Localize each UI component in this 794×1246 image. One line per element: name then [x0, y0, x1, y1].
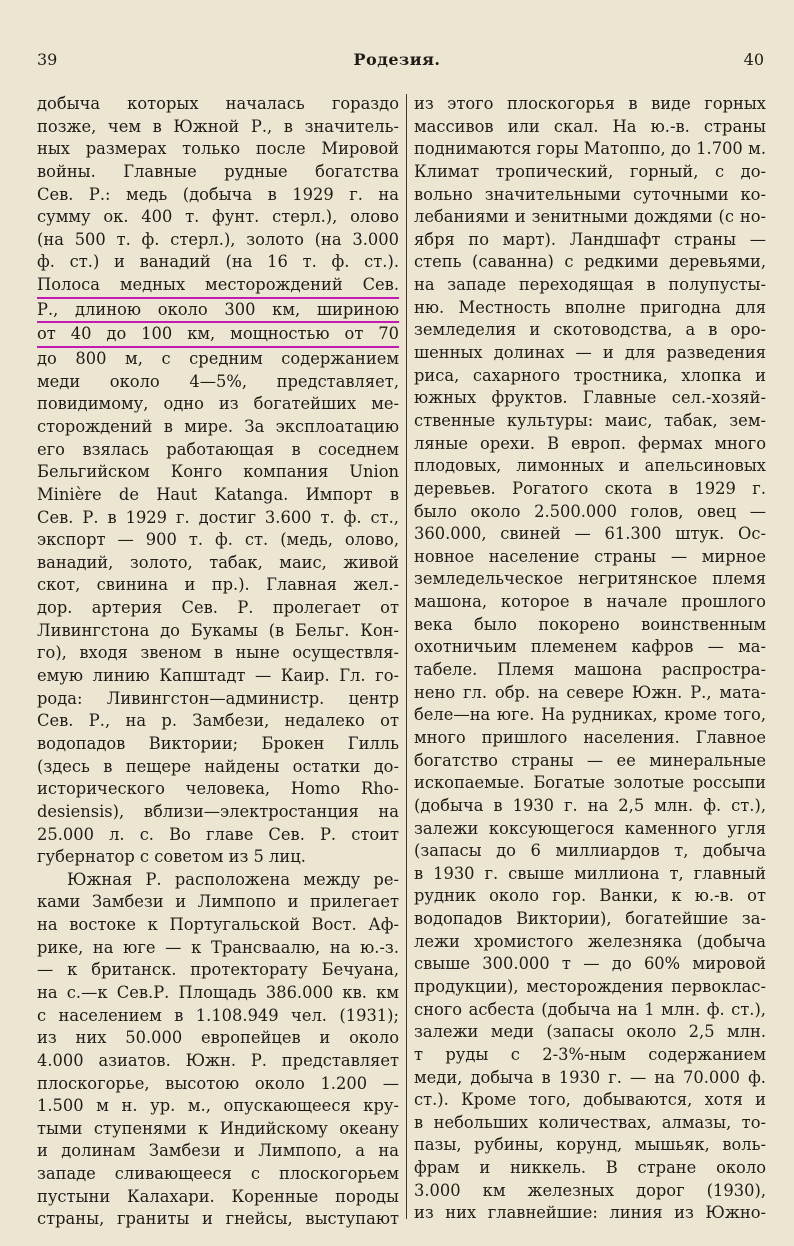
text-line: нено гл. обр. на севере Южн. Р., мата-: [414, 682, 766, 702]
text-line: ст.). Кроме того, добываются, хотя и: [414, 1090, 766, 1110]
text-line: с населением в 1.108.949 чел. (1931);: [37, 1005, 399, 1025]
text-line: водопадов Виктории), богатейшие за-: [414, 909, 766, 929]
text-line: ками Замбези и Лимпопо и прилегает: [37, 892, 399, 912]
text-line: desiensis), вблизи—электростанция на: [37, 801, 399, 821]
highlighted-line: от 40 до 100 км, мощностью от 70: [37, 323, 399, 348]
text-line: водопадов Виктории; Брокен Гилль: [37, 733, 399, 753]
text-line: табеле. Племя машона распростра-: [414, 660, 766, 680]
text-line: го), входя звеном в ныне осуществля-: [37, 643, 399, 663]
text-line: из них 50.000 европейцев и около: [37, 1028, 399, 1048]
text-line: ископаемые. Богатые золотые россыпи: [414, 773, 766, 793]
text-line: залежи коксующегося каменного угля: [414, 818, 766, 838]
text-line: плодовых, лимонных и апельсиновых: [414, 456, 766, 476]
text-line: 3.000 км железных дорог (1930),: [414, 1180, 766, 1200]
text-line: Климат тропический, горный, с до-: [414, 161, 766, 181]
text-line: массивов или скал. На ю.-в. страны: [414, 116, 766, 136]
text-line: губернатор с советом из 5 лиц.: [37, 847, 306, 867]
text-line: ных размерах только после Мировой: [37, 139, 399, 159]
text-line: рудник около гор. Ванки, к ю.-в. от: [414, 886, 766, 906]
text-line: лежи хромистого железняка (добыча: [414, 931, 766, 951]
text-line: было около 2.500.000 голов, овец —: [414, 501, 766, 521]
running-title: Родезия.: [353, 50, 441, 69]
text-line: пазы, рубины, корунд, мышьяк, воль-: [414, 1135, 766, 1155]
text-line: рода: Ливингстон—администр. центр: [37, 688, 399, 708]
text-line: новное население страны — мирное: [414, 546, 766, 566]
text-line: земледелия и скотоводства, а в оро-: [414, 320, 766, 340]
text-line: ственные культуры: маис, табак, зем-: [414, 410, 766, 430]
text-line: века было покорено воинственным: [414, 614, 766, 634]
text-line: повидимому, одно из богатейших ме-: [37, 394, 399, 414]
text-line: беле—на юге. На рудниках, кроме того,: [414, 705, 766, 725]
text-line: позже, чем в Южной Р., в значитель-: [37, 116, 399, 136]
column-divider: [406, 94, 407, 1219]
text-line: Сев. Р. в 1929 г. достиг 3.600 т. ф. ст.,: [37, 507, 399, 527]
highlighted-line: Полоса медных месторождений Сев.: [37, 274, 399, 299]
text-line: Сев. Р.: медь (добыча в 1929 г. на: [37, 184, 399, 204]
text-line: 4.000 азиатов. Южн. Р. представляет: [37, 1050, 399, 1070]
text-line: южных фруктов. Главные сел.-хозяй-: [414, 388, 766, 408]
text-line: ф. ст.) и ванадий (на 16 т. ф. ст.).: [37, 252, 399, 272]
text-line: на востоке к Португальской Вост. Аф-: [37, 915, 399, 935]
text-line: (здесь в пещере найдены остатки до-: [37, 756, 399, 776]
text-line: (на 500 т. ф. стерл.), золото (на 3.000: [37, 229, 399, 249]
text-line: меди, добыча в 1930 г. — на 70.000 ф.: [414, 1067, 766, 1087]
text-line: в небольших количествах, алмазы, то-: [414, 1112, 766, 1132]
text-line: емую линию Капштадт — Каир. Гл. го-: [37, 666, 399, 686]
text-line: Ливингстона до Букамы (в Бельг. Кон-: [37, 620, 399, 640]
text-line: плоскогорье, высотою около 1.200 —: [37, 1073, 399, 1093]
text-line: много пришлого населения. Главное: [414, 727, 766, 747]
text-line: Minière de Haut Katanga. Импорт в: [37, 484, 399, 504]
text-line: страны, граниты и гнейсы, выступают: [37, 1209, 399, 1229]
text-line: 1.500 м н. ур. м., опускающееся кру-: [37, 1096, 399, 1116]
text-line: ляные орехи. В европ. фермах много: [414, 433, 766, 453]
text-line: сумму ок. 400 т. фунт. стерл.), олово: [37, 207, 399, 227]
text-line: из них главнейшие: линия из Южно-: [414, 1203, 766, 1223]
text-line: его взялась работающая в соседнем: [37, 439, 399, 459]
page-number-right: 40: [743, 50, 764, 69]
text-line: на с.—к Сев.Р. Площадь 386.000 кв. км: [37, 982, 399, 1002]
text-line: рике, на юге — к Трансваалю, на ю.-з.: [37, 937, 399, 957]
text-line: скот, свинина и пр.). Главная жел.-: [37, 575, 399, 595]
page-number-left: 39: [37, 50, 58, 69]
text-line: из этого плоскогорья в виде горных: [414, 94, 766, 113]
text-line: меди около 4—5%, представляет,: [37, 371, 399, 391]
text-line: исторического человека, Homo Rho-: [37, 779, 399, 799]
text-line: Бельгийском Конго компания Union: [37, 462, 399, 482]
text-line: и долинам Замбези и Лимпопо, а на: [37, 1141, 399, 1161]
text-line: риса, сахарного тростника, хлопка и: [414, 365, 766, 385]
text-line: ню. Местность вполне пригодна для: [414, 297, 766, 317]
text-line: дор. артерия Сев. Р. пролегает от: [37, 598, 399, 618]
text-line: земледельческое негритянское племя: [414, 569, 766, 589]
text-line: западе сливающееся с плоскогорьем: [37, 1164, 399, 1184]
text-line: поднимаются горы Матоппо, до 1.700 м.: [414, 139, 766, 159]
text-line: 25.000 л. с. Во главе Сев. Р. стоит: [37, 824, 399, 844]
text-line: до 800 м, с средним содержанием: [37, 349, 399, 369]
text-line: свыше 300.000 т — до 60% мировой: [414, 954, 766, 974]
text-line: деревьев. Рогатого скота в 1929 г.: [414, 478, 766, 498]
text-line: (запасы до 6 миллиардов т, добыча: [414, 841, 766, 861]
text-line: Южная Р. расположена между ре-: [67, 869, 399, 889]
text-line: сторождений в мире. За эксплоатацию: [37, 416, 399, 436]
text-line: ября по март). Ландшафт страны —: [414, 229, 766, 249]
text-line: ванадий, золото, табак, маис, живой: [37, 552, 399, 572]
text-line: сного асбеста (добыча на 1 млн. ф. ст.),: [414, 999, 766, 1019]
text-line: т руды с 2-3%-ным содержанием: [414, 1044, 766, 1064]
text-line: машона, которое в начале прошлого: [414, 592, 766, 612]
text-line: на западе переходящая в полупусты-: [414, 275, 766, 295]
right-column: [414, 93, 766, 1225]
text-line: Сев. Р., на р. Замбези, недалеко от: [37, 711, 399, 731]
left-column: [37, 93, 399, 1231]
text-line: тыми ступенями к Индийскому океану: [37, 1118, 399, 1138]
text-line: в 1930 г. свыше миллиона т, главный: [414, 863, 766, 883]
text-line: шенных долинах — и для разведения: [414, 343, 766, 363]
text-line: (добыча в 1930 г. на 2,5 млн. ф. ст.),: [414, 795, 766, 815]
text-line: войны. Главные рудные богатства: [37, 161, 399, 181]
highlighted-line: Р., длиною около 300 км, шириною: [37, 299, 399, 324]
text-line: пустыни Калахари. Коренные породы: [37, 1186, 399, 1206]
text-line: степь (саванна) с редкими деревьями,: [414, 252, 766, 272]
text-line: фрам и никкель. В стране около: [414, 1158, 766, 1178]
text-line: 360.000, свиней — 61.300 штук. Ос-: [414, 524, 766, 544]
text-line: добыча которых началась гораздо: [37, 94, 399, 113]
page-header: [0, 50, 794, 74]
text-line: богатство страны — ее минеральные: [414, 750, 766, 770]
text-line: экспорт — 900 т. ф. ст. (медь, олово,: [37, 530, 399, 550]
text-line: лебаниями и зенитными дождями (с но-: [414, 207, 766, 227]
text-line: охотничьим племенем кафров — ма-: [414, 637, 766, 657]
text-line: — к британск. протекторату Бечуана,: [37, 960, 399, 980]
text-line: продукции), месторождения первоклас-: [414, 976, 766, 996]
text-line: залежи меди (запасы около 2,5 млн.: [414, 1022, 766, 1042]
text-line: вольно значительными суточными ко-: [414, 184, 766, 204]
